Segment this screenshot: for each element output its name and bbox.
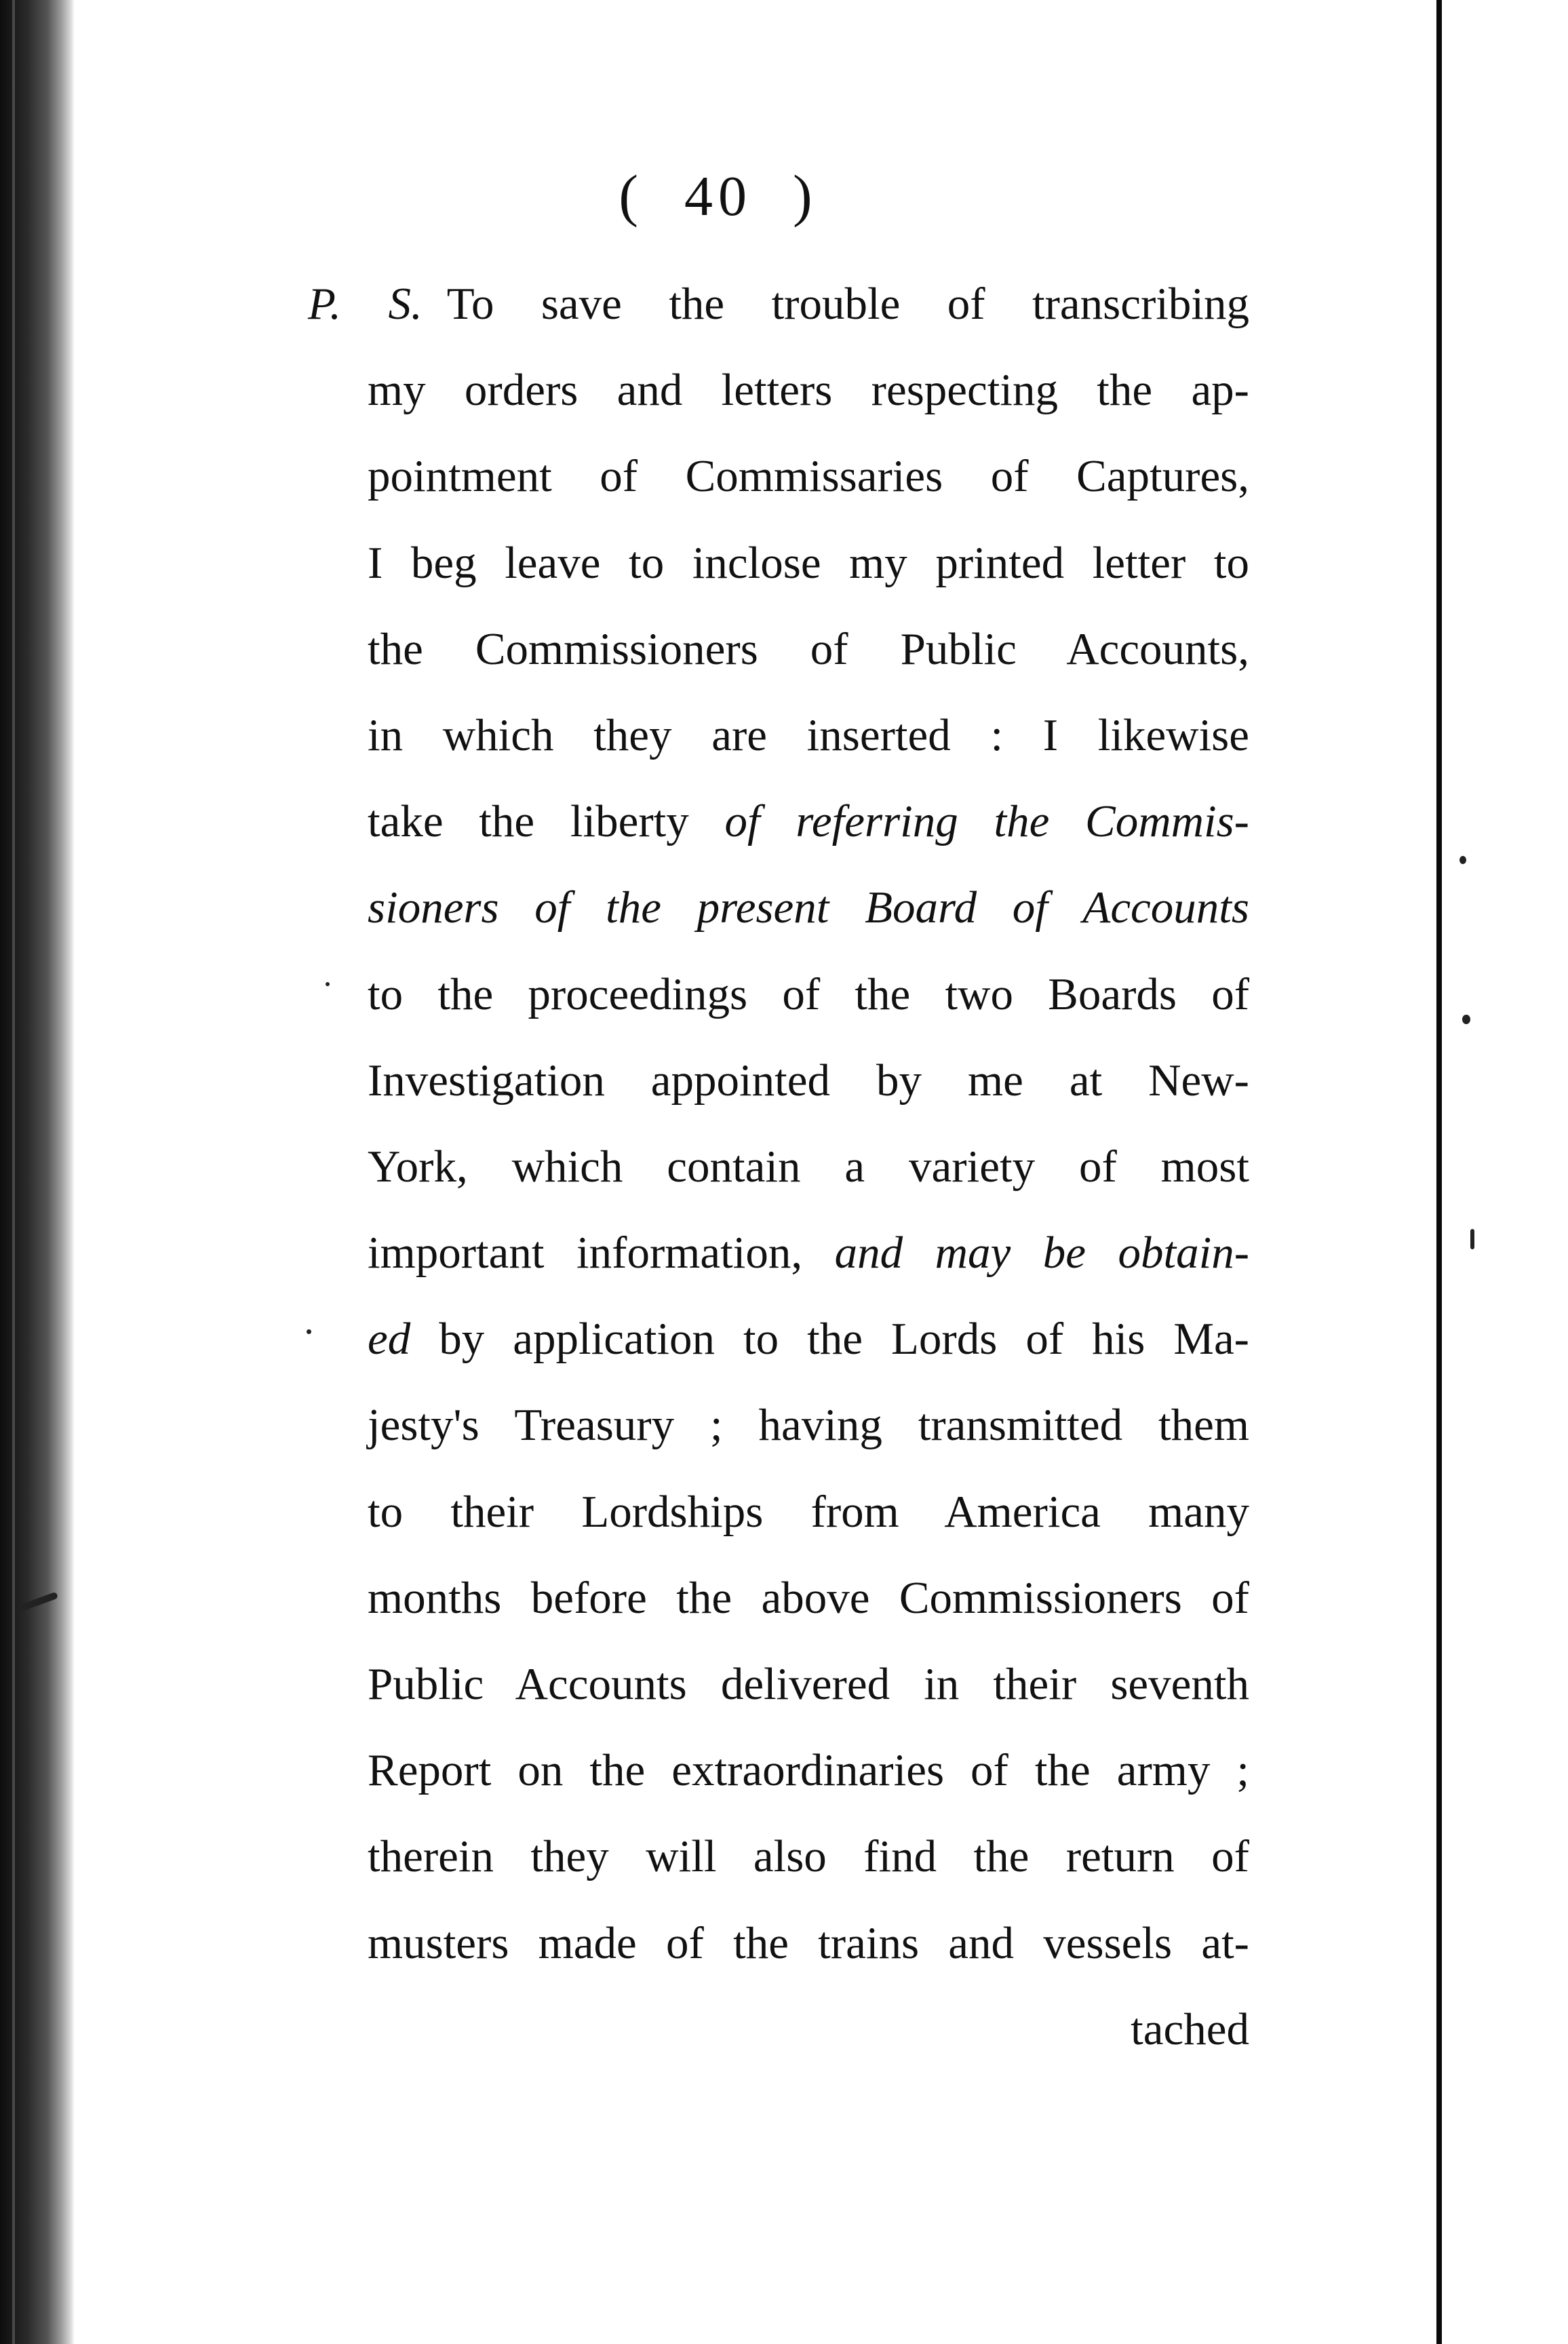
line-text: musters made of the trains and vessels at- bbox=[368, 1917, 1249, 1968]
text-line bbox=[368, 347, 1249, 433]
line-italic-text: of referring the Commis- bbox=[724, 796, 1249, 847]
text-line bbox=[368, 865, 1249, 951]
line-text: take the liberty bbox=[368, 796, 725, 847]
line-text: months before the above Commissioners of bbox=[368, 1572, 1249, 1623]
page-number-left-paren: ( bbox=[619, 163, 644, 228]
scan-speck bbox=[1470, 1229, 1474, 1249]
text-line bbox=[368, 1900, 1249, 1987]
text-line bbox=[368, 606, 1249, 692]
page-number-value: 40 bbox=[684, 165, 752, 228]
line-text: important information, bbox=[368, 1228, 835, 1278]
line-text: to their Lordships from America many bbox=[368, 1486, 1249, 1537]
text-line bbox=[368, 520, 1249, 606]
line-italic-text: sioners of the present Board of Accounts bbox=[368, 882, 1249, 933]
line-text: jesty's Treasury ; having transmitted them bbox=[368, 1400, 1249, 1451]
text-line bbox=[368, 1124, 1249, 1210]
body-text bbox=[308, 261, 1250, 2073]
line-text: to the proceedings of the two Boards of bbox=[368, 969, 1249, 1019]
postscript-label: P. S. bbox=[308, 279, 423, 329]
line-text: York, which contain a variety of most bbox=[368, 1141, 1249, 1192]
text-line bbox=[368, 1296, 1249, 1382]
text-line bbox=[368, 1469, 1249, 1555]
line-text: Investigation appointed by me at New- bbox=[368, 1055, 1249, 1106]
scan-speck bbox=[1462, 1015, 1470, 1024]
text-line bbox=[368, 1555, 1249, 1641]
text-line bbox=[308, 261, 1249, 347]
page-number bbox=[0, 161, 1436, 229]
text-line bbox=[368, 692, 1249, 779]
text-line bbox=[368, 779, 1249, 865]
line-text: by application to the Lords of his Ma- bbox=[410, 1314, 1249, 1365]
text-line bbox=[368, 952, 1249, 1038]
line-text: therein they will also find the return of bbox=[368, 1831, 1249, 1882]
line-text: To save the trouble of transcribing bbox=[446, 279, 1249, 329]
line-italic-text: and may be obtain- bbox=[834, 1228, 1250, 1278]
line-text: pointment of Commissaries of Captures, bbox=[368, 451, 1249, 502]
scan-speck bbox=[1459, 856, 1466, 864]
scan-right-margin bbox=[1442, 0, 1568, 2344]
page-number-right-paren: ) bbox=[793, 163, 818, 228]
text-line bbox=[368, 1038, 1249, 1124]
scan-binding-edge bbox=[0, 0, 75, 2344]
text-line bbox=[368, 1382, 1249, 1468]
line-text: in which they are inserted : I likewise bbox=[368, 709, 1249, 760]
text-line bbox=[368, 1641, 1249, 1727]
line-text: the Commissioners of Public Accounts, bbox=[368, 623, 1249, 674]
line-text: my orders and letters respecting the ap- bbox=[368, 365, 1249, 416]
line-text: I beg leave to inclose my printed letter to bbox=[368, 537, 1249, 588]
line-italic-text: ed bbox=[368, 1314, 411, 1365]
text-line bbox=[368, 1727, 1249, 1814]
catchword: tached bbox=[1131, 2004, 1249, 2054]
text-line bbox=[368, 433, 1249, 520]
scan-speck bbox=[307, 1329, 311, 1334]
text-line bbox=[368, 1814, 1249, 1900]
scan-page-edge-rule bbox=[1436, 0, 1442, 2344]
line-text: Report on the extraordinaries of the army ; bbox=[368, 1745, 1249, 1796]
line-text: Public Accounts delivered in their seventh bbox=[368, 1659, 1249, 1709]
text-line bbox=[368, 1210, 1249, 1296]
